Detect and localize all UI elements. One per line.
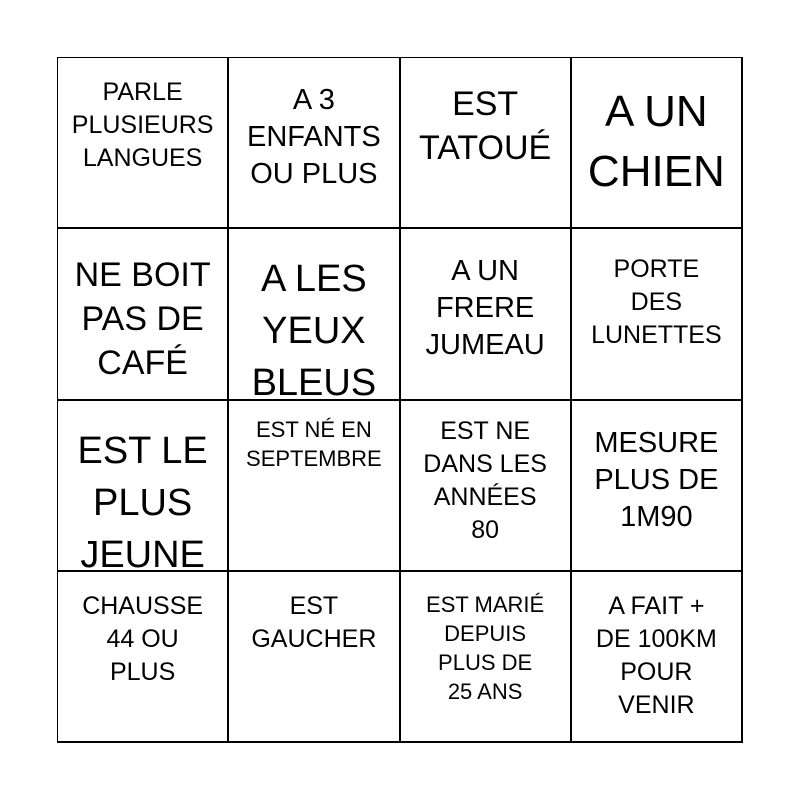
bingo-cell-6[interactable] <box>229 229 400 400</box>
bingo-cell-label: A FAIT + DE 100KM POUR VENIR <box>595 591 717 719</box>
bingo-cell-10[interactable] <box>229 401 400 572</box>
bingo-cell-8[interactable] <box>572 229 743 400</box>
bingo-cell-label: NE BOIT PAS DE CAFÉ <box>74 256 211 383</box>
bingo-cell-label: EST TATOUÉ <box>419 85 552 167</box>
bingo-cell-label: EST GAUCHER <box>251 591 377 653</box>
bingo-cell-2[interactable] <box>229 58 400 229</box>
bingo-cell-label: PARLE PLUSIEURS LANGUES <box>71 78 214 172</box>
bingo-cell-9[interactable] <box>58 401 229 572</box>
bingo-cell-15[interactable] <box>401 572 572 743</box>
bingo-cell-14[interactable] <box>229 572 400 743</box>
bingo-cell-label: A UN FRERE JUMEAU <box>425 255 545 362</box>
bingo-cell-label: EST NÉ EN SEPTEMBRE <box>246 416 382 471</box>
bingo-cell-label: A UN CHIEN <box>587 87 725 196</box>
bingo-cell-label: EST NE DANS LES ANNÉES 80 <box>423 416 547 544</box>
bingo-cell-4[interactable] <box>572 58 743 229</box>
bingo-cell-label: MESURE PLUS DE 1M90 <box>594 426 719 533</box>
bingo-cell-label: EST MARIÉ DEPUIS PLUS DE 25 ANS <box>426 591 545 704</box>
bingo-cell-11[interactable] <box>401 401 572 572</box>
bingo-cell-label: CHAUSSE 44 OU PLUS <box>82 591 204 686</box>
bingo-cell-12[interactable] <box>572 401 743 572</box>
bingo-cell-1[interactable] <box>58 58 229 229</box>
bingo-cell-7[interactable] <box>401 229 572 400</box>
bingo-card <box>57 57 743 743</box>
bingo-cell-3[interactable] <box>401 58 572 229</box>
bingo-cell-13[interactable] <box>58 572 229 743</box>
bingo-cell-16[interactable] <box>572 572 743 743</box>
bingo-cell-label: A 3 ENFANTS OU PLUS <box>247 84 381 190</box>
bingo-cell-label: EST LE PLUS JEUNE <box>77 429 208 572</box>
bingo-cell-5[interactable] <box>58 229 229 400</box>
bingo-cell-label: A LES YEUX BLEUS <box>251 258 377 401</box>
bingo-cell-label: PORTE DES LUNETTES <box>591 255 722 350</box>
